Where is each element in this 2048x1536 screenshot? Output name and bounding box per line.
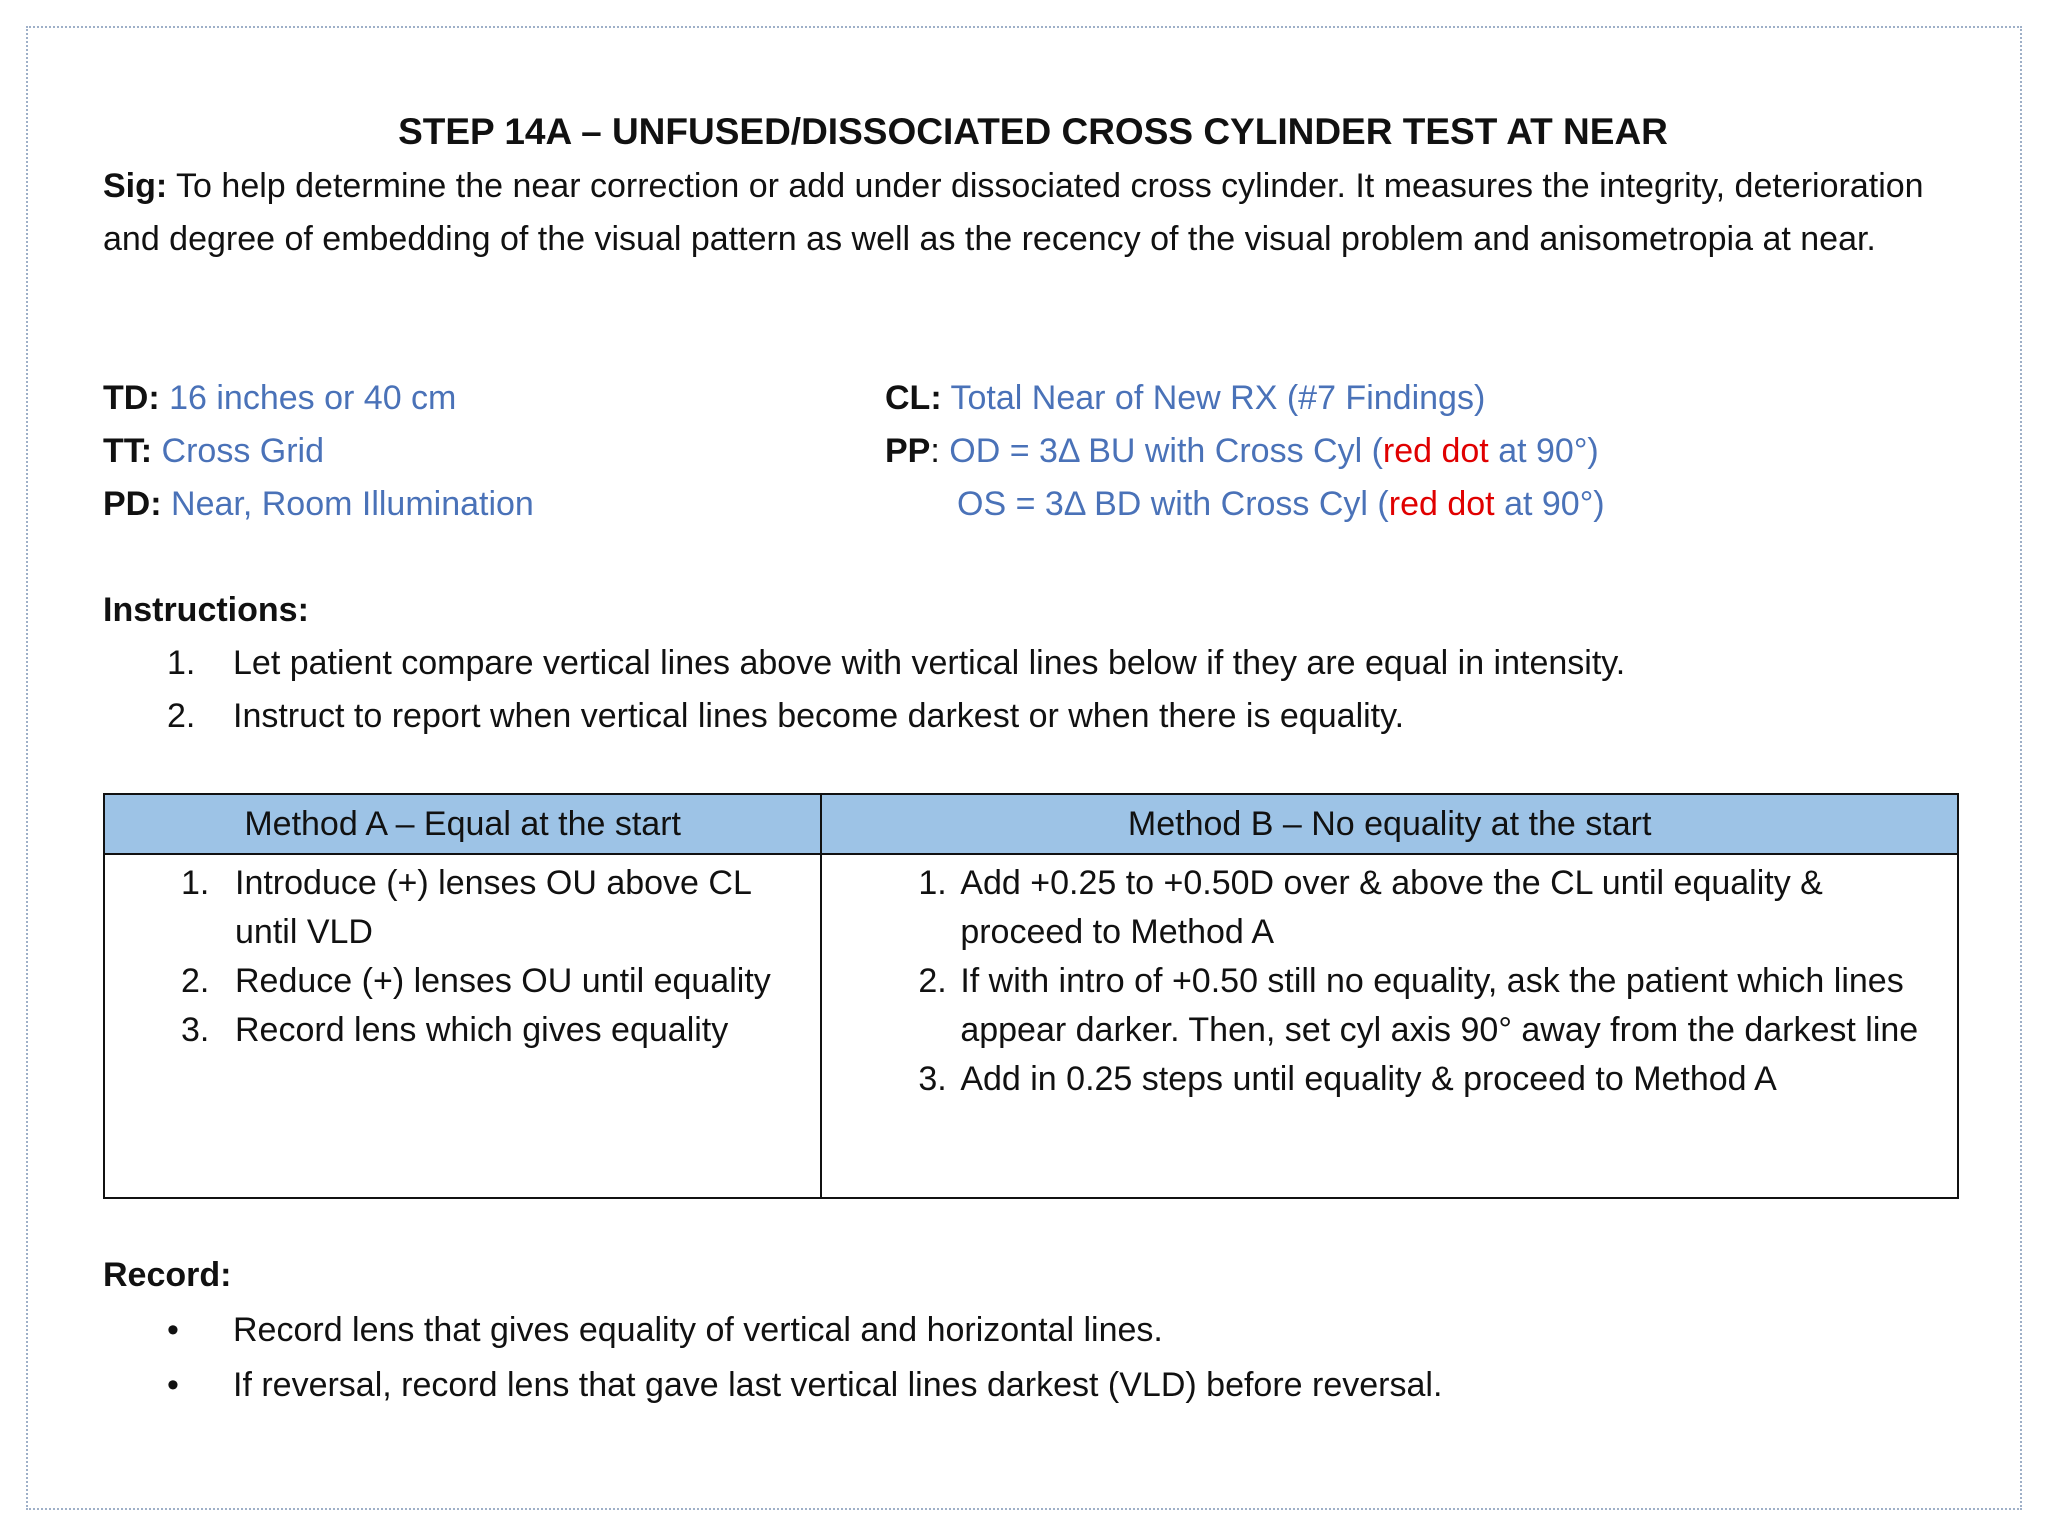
list-item-text: Introduce (+) lenses OU above CL until VLD — [235, 864, 751, 951]
list-item — [115, 1006, 810, 1055]
sig-text: To help determine the near correction or add under dissociated cross cylinder. It measures the integrity, deterioration and degree of embedding of the visual pattern as well as the recency of the visual problem and anisometropia at near. — [103, 167, 1924, 258]
list-item-text: Add +0.25 to +0.50D over & above the CL until equality & proceed to Method A — [960, 864, 1823, 951]
list-item-text: Add in 0.25 steps until equality & proceed to Method A — [960, 1060, 1777, 1098]
instructions-list — [103, 637, 1963, 743]
field-td-value: 16 inches or 40 cm — [169, 379, 457, 417]
list-item-number: 2. — [918, 962, 947, 1000]
list-item — [832, 859, 1947, 957]
record-list — [103, 1304, 1963, 1414]
field-pp-colon: : — [930, 432, 940, 470]
field-pd-label: PD: — [103, 485, 162, 523]
pp-os-after: at 90°) — [1494, 485, 1605, 523]
list-item-number: 1. — [167, 644, 196, 682]
field-tt-value: Cross Grid — [161, 432, 325, 470]
bullet-icon: • — [167, 1311, 179, 1349]
field-td — [103, 372, 456, 425]
list-item-number: 2. — [167, 697, 196, 735]
list-item — [115, 957, 810, 1006]
list-item-text: Record lens which gives equality — [235, 1011, 729, 1049]
pp-od-after: at 90°) — [1488, 432, 1599, 470]
method-a-cell — [104, 854, 821, 1198]
list-item-text: Instruct to report when vertical lines become darkest or when there is equality. — [233, 697, 1405, 735]
list-item-number: 1. — [181, 864, 210, 902]
method-a-steps — [115, 859, 810, 1055]
list-item-text: Record lens that gives equality of vertical and horizontal lines. — [233, 1311, 1163, 1349]
sig-paragraph — [103, 160, 1933, 266]
method-b-header: Method B – No equality at the start — [821, 794, 1958, 854]
field-pp-od — [885, 425, 1599, 478]
field-td-label: TD: — [103, 379, 160, 417]
list-item — [103, 637, 1963, 690]
table-row — [104, 854, 1958, 1198]
list-item-text: If reversal, record lens that gave last vertical lines darkest (VLD) before reversal. — [233, 1366, 1443, 1404]
pp-os-red-dot: red dot — [1388, 485, 1495, 523]
pp-os-before: OS = 3Δ BD with Cross Cyl ( — [957, 485, 1389, 523]
page-title: STEP 14A – UNFUSED/DISSOCIATED CROSS CYLINDER TEST AT NEAR — [398, 111, 1668, 152]
method-b-cell — [821, 854, 1958, 1198]
field-pd-value: Near, Room Illumination — [171, 485, 534, 523]
field-cl-value: Total Near of New RX (#7 Findings) — [950, 379, 1486, 417]
field-cl — [885, 372, 1485, 425]
record-heading: Record: — [103, 1256, 232, 1294]
list-item — [832, 1055, 1947, 1104]
list-item — [103, 690, 1963, 743]
list-item-text: Let patient compare vertical lines above with vertical lines below if they are equal in intensity. — [233, 644, 1626, 682]
list-item-text: If with intro of +0.50 still no equality, ask the patient which lines appear darker. Then, set cyl axis 90° away from the darkest line — [960, 962, 1919, 1049]
pp-od-red-dot: red dot — [1382, 432, 1489, 470]
instructions-heading: Instructions: — [103, 591, 309, 629]
method-b-steps — [832, 859, 1947, 1104]
field-pd — [103, 478, 534, 531]
field-tt — [103, 425, 324, 478]
list-item — [103, 1304, 1963, 1359]
field-tt-label: TT: — [103, 432, 153, 470]
sig-label: Sig: — [103, 167, 168, 205]
list-item — [115, 859, 810, 957]
field-cl-label: CL: — [885, 379, 942, 417]
table-header-row — [104, 794, 1958, 854]
list-item-number: 3. — [181, 1011, 210, 1049]
list-item-number: 1. — [918, 864, 947, 902]
list-item — [103, 1359, 1963, 1414]
field-pp-os — [957, 478, 1605, 531]
list-item-number: 3. — [918, 1060, 947, 1098]
list-item — [832, 957, 1947, 1055]
pp-od-before: OD = 3Δ BU with Cross Cyl ( — [949, 432, 1383, 470]
field-pp-label: PP — [885, 432, 931, 470]
bullet-icon: • — [167, 1366, 179, 1404]
method-a-header: Method A – Equal at the start — [104, 794, 821, 854]
list-item-number: 2. — [181, 962, 210, 1000]
methods-table — [103, 793, 1959, 1199]
list-item-text: Reduce (+) lenses OU until equality — [235, 962, 771, 1000]
